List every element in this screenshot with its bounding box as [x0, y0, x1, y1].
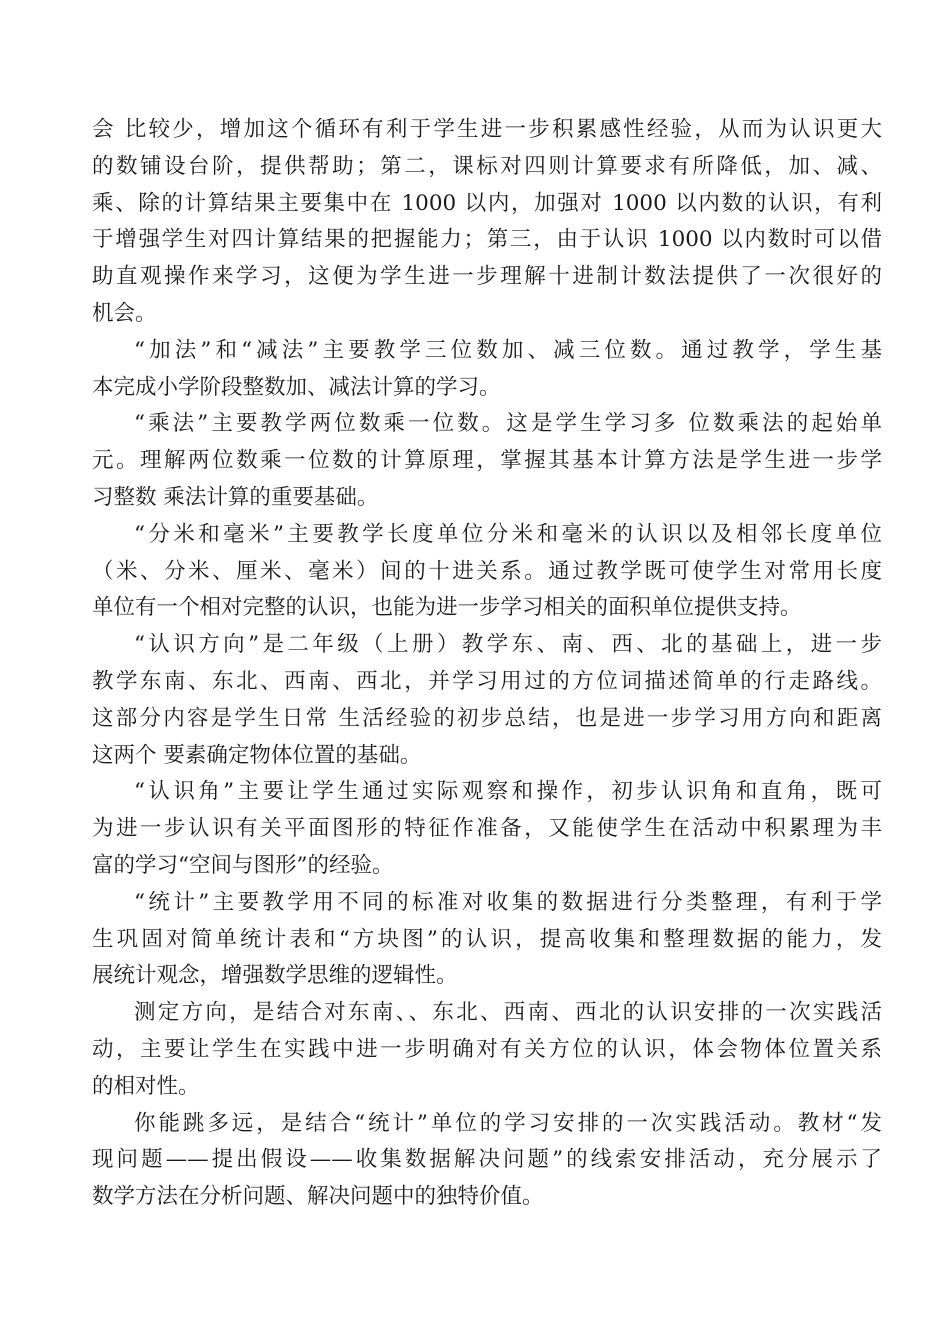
text-line: 于增强学生对四计算结果的把握能力；第三，由于认识 1000 以内数时可以借 [92, 227, 882, 253]
text-line: “乘法”主要教学两位数乘一位数。这是学生学习多 位数乘法的起始单 [134, 411, 882, 437]
paragraph [92, 627, 882, 774]
text-line: 动，主要让学生在实践中进一步明确对有关方位的认识，体会物体位置关系 [92, 1036, 882, 1062]
text-line: 生巩固对简单统计表和“方块图”的认识，提高收集和整理数据的能力，发 [92, 926, 882, 952]
text-line: 富的学习“空间与图形”的经验。 [92, 852, 394, 878]
text-line: 机会。 [92, 300, 157, 326]
text-line: 为进一步认识有关平面图形的特征作准备，又能使学生在活动中积累理为丰 [92, 816, 882, 842]
text-line: “认识角”主要让学生通过实际观察和操作，初步认识角和直角，既可 [134, 779, 882, 805]
text-line: 本完成小学阶段整数加、减法计算的学习。 [92, 374, 501, 400]
text-line: 教学东南、东北、西南、西北，并学习用过的方位词描述简单的行走路线。 [92, 668, 882, 694]
text-line: 这两个 要素确定物体位置的基础。 [92, 742, 422, 768]
text-line: 习整数 乘法计算的重要基础。 [92, 484, 379, 510]
text-line: 单位有一个相对完整的认识，也能为进一步学习相关的面积单位提供支持。 [92, 595, 802, 621]
paragraph [92, 406, 882, 516]
text-line: 现问题——提出假设——收集数据解决问题”的线索安排活动，充分展示了 [92, 1147, 882, 1173]
text-line: 测定方向，是结合对东南、、东北、西南、西北的认识安排的一次实践活 [134, 1000, 882, 1026]
text-line: “分米和毫米”主要教学长度单位分米和毫米的认识以及相邻长度单位 [134, 521, 882, 547]
paragraph [92, 517, 882, 627]
paragraph [92, 112, 882, 333]
paragraph [92, 995, 882, 1105]
text-line: 的数铺设台阶，提供帮助；第二，课标对四则计算要求有所降低，加、减、 [92, 153, 882, 179]
text-line: 乘、除的计算结果主要集中在 1000 以内，加强对 1000 以内数的认识，有利 [92, 190, 882, 216]
text-line: 你能跳多远，是结合“统计”单位的学习安排的一次实践活动。教材“发 [134, 1110, 882, 1136]
paragraph [92, 885, 882, 995]
text-line: 展统计观念，增强数学思维的逻辑性。 [92, 963, 458, 989]
text-line: 元。理解两位数乘一位数的计算原理，掌握其基本计算方法是学生进一步学 [92, 448, 882, 474]
paragraph [92, 1106, 882, 1216]
text-line: 这部分内容是学生日常 生活经验的初步总结，也是进一步学习用方向和距离 [92, 705, 882, 731]
text-line: 助直观操作来学习，这便为学生进一步理解十进制计数法提供了一次很好的 [92, 264, 882, 290]
text-line: 数学方法在分析问题、解决问题中的独特价值。 [92, 1184, 544, 1210]
text-line: “认识方向”是二年级（上册）教学东、南、西、北的基础上，进一步 [134, 632, 882, 658]
text-line: 会 比较少，增加这个循环有利于学生进一步积累感性经验，从而为认识更大 [92, 117, 882, 142]
paragraph [92, 774, 882, 884]
text-line: “统计”主要教学用不同的标准对收集的数据进行分类整理，有利于学 [134, 889, 882, 915]
document-page [92, 112, 882, 1216]
paragraph [92, 333, 882, 407]
text-line: “加法”和“减法”主要教学三位数加、减三位数。通过教学，学生基 [134, 337, 882, 363]
text-line: 的相对性。 [92, 1073, 200, 1099]
text-line: （米、分米、厘米、毫米）间的十进关系。通过教学既可使学生对常用长度 [92, 558, 882, 584]
